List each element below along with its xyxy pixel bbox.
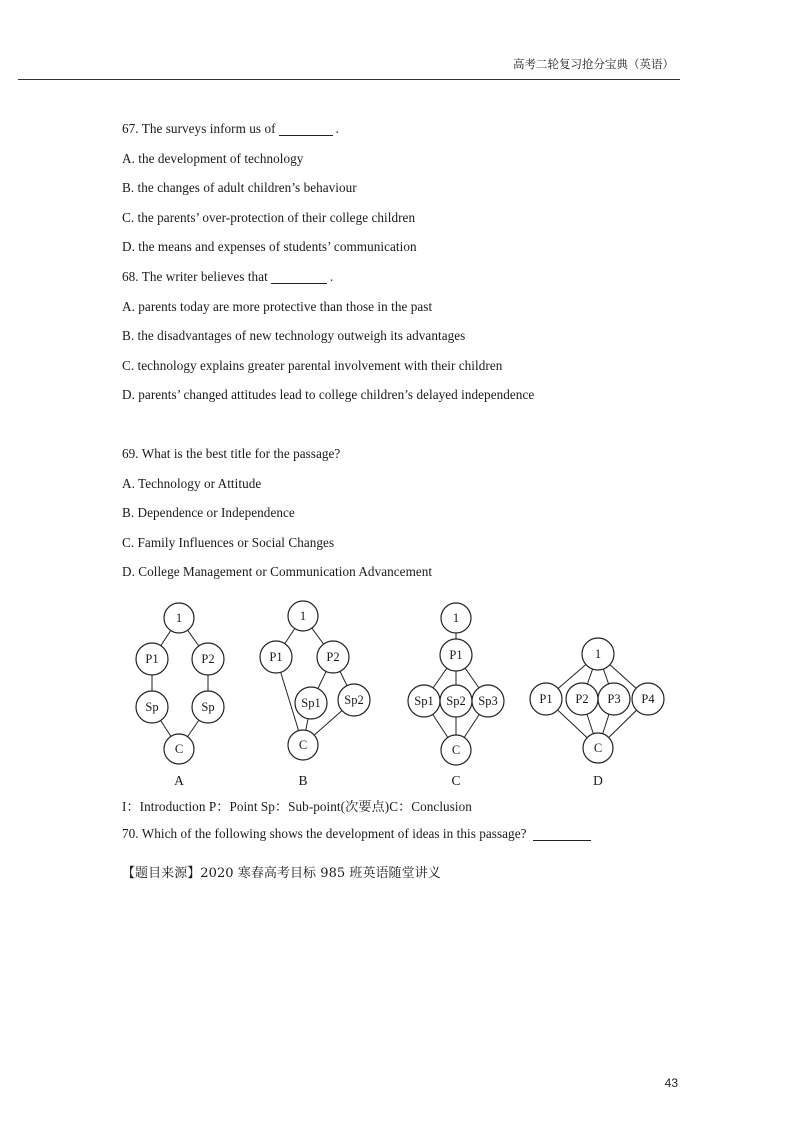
- diagram-b-sp1-label: Sp1: [301, 696, 321, 710]
- diagram-d-caption: D: [593, 773, 603, 788]
- option-67-a: A. the development of technology: [122, 151, 304, 166]
- option-69-d: D. College Management or Communication Advancement: [122, 564, 433, 579]
- diagram-a-p2-label: P2: [201, 652, 215, 666]
- source-note: 【题目来源】2020 寒春高考目标 985 班英语随堂讲义: [122, 866, 441, 881]
- diagram-b-sp2-label: Sp2: [344, 693, 364, 707]
- question-69-stem: 69. What is the best title for the passage?: [122, 446, 341, 461]
- diagram-b-p1-label: P1: [269, 650, 283, 664]
- question-68-end: .: [329, 269, 334, 284]
- option-67-b: B. the changes of adult children’s behaviour: [122, 180, 357, 195]
- diagram-a-intro-label: 1: [175, 611, 183, 625]
- diagram-a-conclusion-label: C: [174, 742, 184, 756]
- option-68-b: B. the disadvantages of new technology outweigh its advantages: [122, 328, 466, 343]
- diagram-c-intro-label: 1: [452, 611, 460, 625]
- option-68-c: C. technology explains greater parental involvement with their children: [122, 358, 503, 373]
- diagram-d-p1-label: P1: [539, 692, 553, 706]
- diagram-a-p1-label: P1: [145, 652, 159, 666]
- option-67-d: D. the means and expenses of students’ communication: [122, 239, 417, 254]
- diagram-c-conclusion-label: C: [451, 743, 461, 757]
- diagram-b-conclusion-label: C: [298, 738, 308, 752]
- option-69-c: C. Family Influences or Social Changes: [122, 535, 335, 550]
- diagram-a-sp1-label: Sp: [145, 700, 159, 714]
- diagram-legend: I：Introduction P：Point Sp：Sub-point(次要点)C：Conclusion: [122, 799, 472, 814]
- option-69-b: B. Dependence or Independence: [122, 505, 295, 520]
- option-67-c: C. the parents’ over-protection of their college children: [122, 210, 416, 225]
- diagram-d-p2-label: P2: [575, 692, 589, 706]
- option-68-a: A. parents today are more protective than those in the past: [122, 299, 433, 314]
- question-67-end: .: [335, 121, 339, 136]
- question-70-stem: [122, 826, 594, 842]
- diagram-b-intro-label: 1: [299, 609, 307, 623]
- question-70-text: 70. Which of the following shows the development of ideas in this passage?: [122, 826, 527, 841]
- diagram-a-caption: A: [174, 773, 184, 788]
- option-69-a: A. Technology or Attitude: [122, 476, 262, 491]
- diagram-c-sp3-label: Sp3: [478, 694, 498, 708]
- option-68-d: D. parents’ changed attitudes lead to college children’s delayed independence: [122, 387, 535, 402]
- diagram-a-sp2-label: Sp: [201, 700, 215, 714]
- diagram-c-p1-label: P1: [449, 648, 463, 662]
- diagram-d-p4-label: P4: [641, 692, 655, 706]
- diagram-b-p2-label: P2: [326, 650, 340, 664]
- question-68-text: 68. The writer believes that: [122, 269, 268, 284]
- diagram-c-sp2-label: Sp2: [446, 694, 466, 708]
- answer-blank: [533, 839, 591, 841]
- page-header-title: 高考二轮复习抢分宝典（英语）: [513, 57, 674, 71]
- diagram-b-caption: B: [298, 773, 308, 788]
- diagram-c-sp1-label: Sp1: [414, 694, 434, 708]
- diagram-c-caption: C: [451, 773, 461, 788]
- diagram-d-p3-label: P3: [607, 692, 621, 706]
- page-number: 43: [664, 1076, 678, 1090]
- diagram-d-conclusion-label: C: [593, 741, 603, 755]
- diagram-d-intro-label: 1: [594, 647, 602, 661]
- question-67-text: 67. The surveys inform us of: [122, 121, 276, 136]
